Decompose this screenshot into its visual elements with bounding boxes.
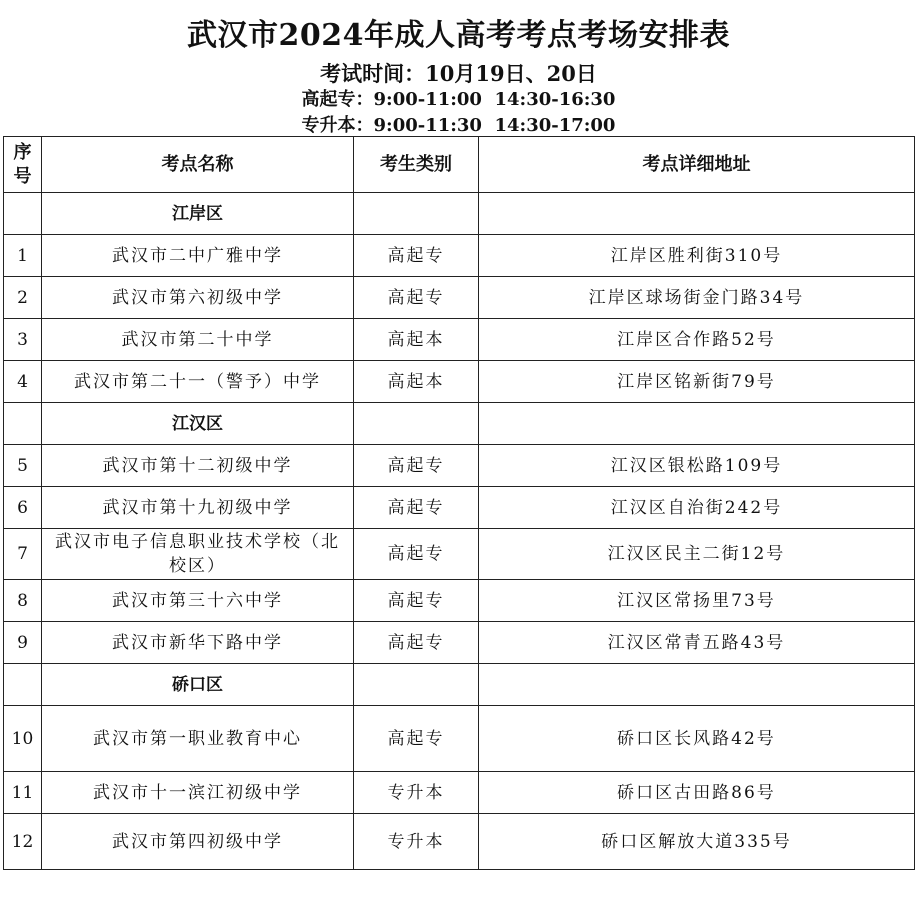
row-address (479, 664, 915, 706)
student-type: 高起专 (354, 706, 479, 772)
table-row (4, 361, 915, 403)
table-row (4, 235, 915, 277)
table-row (4, 277, 915, 319)
student-type: 专升本 (354, 814, 479, 870)
student-type: 专升本 (354, 772, 479, 814)
row-seq: 12 (4, 814, 42, 870)
table-row (4, 706, 915, 772)
site-address: 硚口区古田路86号 (479, 772, 915, 814)
student-type: 高起专 (354, 235, 479, 277)
site-address: 江汉区民主二街12号 (479, 529, 915, 580)
table-row (4, 580, 915, 622)
row-type (354, 403, 479, 445)
site-address: 江岸区合作路52号 (479, 319, 915, 361)
row-seq (4, 664, 42, 706)
header-seq: 序号 (4, 137, 42, 193)
student-type: 高起专 (354, 487, 479, 529)
district-row (4, 664, 915, 706)
site-name: 武汉市第二十一（警予）中学 (42, 361, 354, 403)
row-seq (4, 403, 42, 445)
row-address (479, 403, 915, 445)
site-address: 江岸区球场街金门路34号 (479, 277, 915, 319)
table-row (4, 529, 915, 580)
header-type: 考生类别 (354, 137, 479, 193)
table-header-row (4, 137, 915, 193)
schedule-gaoqizhuan: 高起专：9:00-11:00 14:30-16:30 (301, 89, 616, 110)
student-type: 高起专 (354, 445, 479, 487)
row-seq: 10 (4, 706, 42, 772)
student-type: 高起本 (354, 319, 479, 361)
site-address: 江汉区常青五路43号 (479, 622, 915, 664)
site-name: 武汉市第三十六中学 (42, 580, 354, 622)
row-type (354, 664, 479, 706)
district-name: 江汉区 (42, 403, 354, 445)
site-address: 江汉区银松路109号 (479, 445, 915, 487)
student-type: 高起专 (354, 580, 479, 622)
header-address: 考点详细地址 (479, 137, 915, 193)
row-seq: 3 (4, 319, 42, 361)
row-type (354, 193, 479, 235)
district-row (4, 193, 915, 235)
exam-site-table (3, 136, 915, 870)
student-type: 高起专 (354, 622, 479, 664)
district-row (4, 403, 915, 445)
student-type: 高起专 (354, 277, 479, 319)
site-name: 武汉市第四初级中学 (42, 814, 354, 870)
row-seq: 2 (4, 277, 42, 319)
site-address: 江汉区常扬里73号 (479, 580, 915, 622)
header-name: 考点名称 (42, 137, 354, 193)
site-address: 江汉区自治街242号 (479, 487, 915, 529)
site-name: 武汉市新华下路中学 (42, 622, 354, 664)
row-seq: 11 (4, 772, 42, 814)
site-name: 武汉市第十九初级中学 (42, 487, 354, 529)
row-seq (4, 193, 42, 235)
row-seq: 1 (4, 235, 42, 277)
table-row (4, 814, 915, 870)
page-title: 武汉市2024年成人高考考点考场安排表 (187, 18, 730, 53)
site-name: 武汉市二中广雅中学 (42, 235, 354, 277)
site-address: 江岸区铭新街79号 (479, 361, 915, 403)
site-name: 武汉市第二十中学 (42, 319, 354, 361)
student-type: 高起专 (354, 529, 479, 580)
table-row (4, 622, 915, 664)
table-row (4, 487, 915, 529)
row-seq: 6 (4, 487, 42, 529)
student-type: 高起本 (354, 361, 479, 403)
site-name: 武汉市第十二初级中学 (42, 445, 354, 487)
district-name: 江岸区 (42, 193, 354, 235)
district-name: 硚口区 (42, 664, 354, 706)
site-address: 硚口区解放大道335号 (479, 814, 915, 870)
site-name: 武汉市第六初级中学 (42, 277, 354, 319)
row-address (479, 193, 915, 235)
table-row (4, 772, 915, 814)
site-address: 江岸区胜利街310号 (479, 235, 915, 277)
row-seq: 8 (4, 580, 42, 622)
site-address: 硚口区长风路42号 (479, 706, 915, 772)
row-seq: 9 (4, 622, 42, 664)
row-seq: 7 (4, 529, 42, 580)
schedule-zhuanshengben: 专升本：9:00-11:30 14:30-17:00 (301, 115, 616, 136)
table-body (4, 193, 915, 870)
site-name: 武汉市第一职业教育中心 (42, 706, 354, 772)
row-seq: 5 (4, 445, 42, 487)
table-row (4, 445, 915, 487)
row-seq: 4 (4, 361, 42, 403)
table-row (4, 319, 915, 361)
site-name: 武汉市十一滨江初级中学 (42, 772, 354, 814)
site-name: 武汉市电子信息职业技术学校（北校区） (42, 529, 354, 580)
exam-time: 考试时间：10月19日、20日 (320, 61, 597, 86)
